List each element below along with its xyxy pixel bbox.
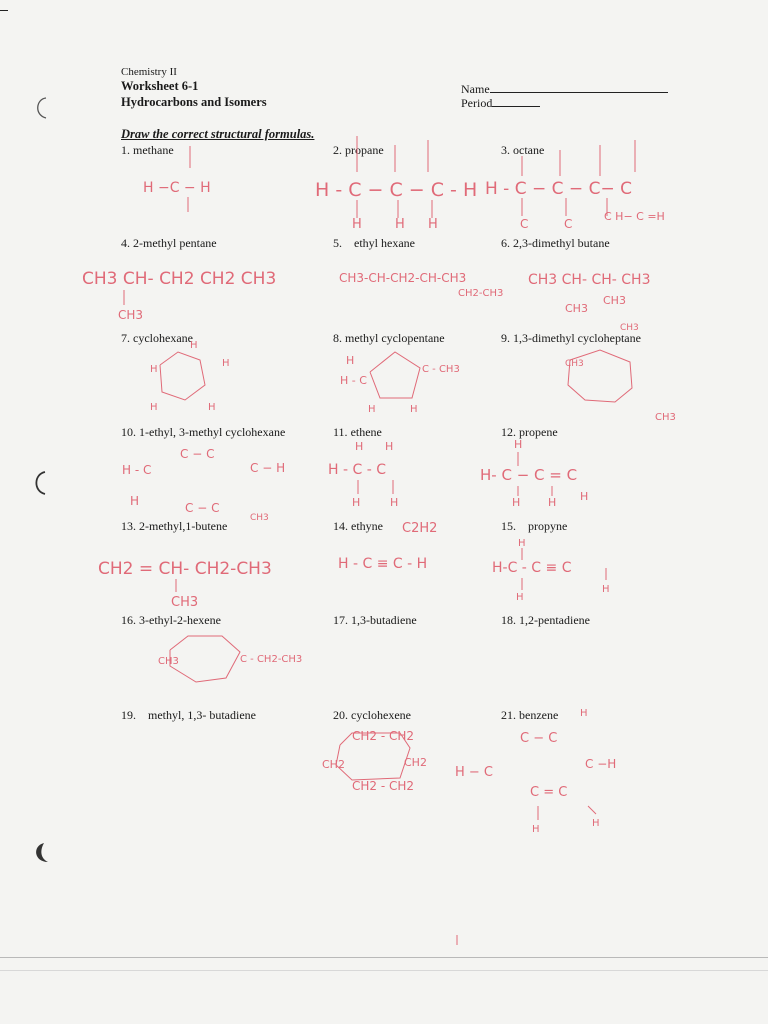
answer-7-cyclohexane: [150, 340, 230, 413]
svg-text:H: H: [410, 404, 418, 415]
svg-text:C −H: C −H: [585, 757, 617, 771]
answer-10-sketch: [122, 447, 285, 523]
answer-5: [339, 271, 503, 299]
answer-13: [98, 559, 272, 610]
answer-6: [528, 272, 650, 315]
question-number: 18.: [501, 613, 516, 627]
question-number: 9.: [501, 331, 510, 345]
svg-text:CH2: CH2: [322, 758, 345, 771]
worksheet-subtitle: Hydrocarbons and Isomers: [121, 95, 267, 109]
binder-hole-top: [30, 95, 52, 121]
answer-6-chain: CH3 CH- CH- CH3: [528, 272, 651, 288]
question-number: 2.: [333, 143, 342, 157]
svg-text:CH3: CH3: [250, 513, 269, 523]
answer-20-bottom: CH2 - CH2: [352, 779, 415, 793]
answer-4-chain: CH3 CH- CH2 CH2 CH3: [82, 269, 277, 289]
question-number: 6.: [501, 236, 510, 250]
question-label: 2,3-dimethyl butane: [513, 236, 610, 250]
name-blank[interactable]: [490, 81, 668, 93]
answer-12-propene: [480, 438, 588, 509]
question-7: [121, 331, 193, 346]
svg-text:H − C: H − C: [455, 765, 494, 780]
question-number: 20.: [333, 708, 348, 722]
svg-text:H: H: [352, 496, 361, 509]
question-number: 21.: [501, 708, 516, 722]
question-13: [121, 519, 227, 534]
binder-hole-bottom: [30, 840, 52, 866]
svg-text:H: H: [190, 340, 198, 351]
worksheet-title: Worksheet 6-1: [121, 79, 199, 93]
question-21: [501, 708, 558, 723]
question-number: 15.: [501, 519, 516, 533]
svg-text:H: H: [222, 358, 230, 369]
question-number: 5.: [333, 236, 342, 250]
question-number: 7.: [121, 331, 130, 345]
svg-text:H: H: [532, 824, 540, 835]
svg-text:C H− C =H: C H− C =H: [604, 210, 665, 223]
question-number: 16.: [121, 613, 136, 627]
question-number: 12.: [501, 425, 516, 439]
answer-21-benzene: [455, 708, 616, 835]
svg-text:C − H: C − H: [250, 461, 286, 475]
answer-20-top: CH2 - CH2: [352, 729, 415, 743]
question-number: 1.: [121, 143, 130, 157]
svg-text:CH3: CH3: [655, 412, 676, 423]
answer-16-chain: C - CH2-CH3: [240, 654, 303, 665]
svg-text:H: H: [130, 494, 140, 508]
answer-16: [158, 636, 302, 682]
svg-text:H: H: [602, 584, 610, 595]
svg-text:C = C: C = C: [530, 785, 568, 800]
question-label: 1,2-pentadiene: [519, 613, 590, 627]
question-16: [121, 613, 221, 628]
question-label: propane: [345, 143, 384, 157]
svg-text:H: H: [390, 496, 399, 509]
answer-6-branch-a: CH3: [565, 302, 588, 315]
answer-13-chain: CH2 = CH- CH2-CH3: [98, 559, 272, 579]
svg-text:H: H: [395, 217, 405, 232]
question-label: ethyl hexane: [354, 236, 415, 250]
svg-text:CH3: CH3: [620, 323, 639, 333]
svg-text:H: H: [346, 354, 355, 367]
question-label: octane: [513, 143, 545, 157]
svg-text:H −C − H: H −C − H: [143, 180, 211, 196]
question-label: 1-ethyl, 3-methyl cyclohexane: [139, 425, 286, 439]
question-label: 1,3-butadiene: [351, 613, 417, 627]
question-label: cyclohexene: [351, 708, 411, 722]
question-11: [333, 425, 382, 440]
course-title: Chemistry II: [121, 66, 177, 78]
question-6: [501, 236, 610, 251]
answer-20: [322, 729, 427, 793]
page-divider: [0, 957, 768, 958]
question-label: methane: [133, 143, 174, 157]
svg-text:H: H: [580, 708, 588, 719]
answer-15: [492, 538, 610, 603]
scan-mark: [0, 10, 8, 11]
question-8: [333, 331, 445, 346]
answer-5-chain: CH3-CH-CH2-CH-CH3: [339, 271, 467, 285]
question-number: 4.: [121, 236, 130, 250]
answer-8-methylcyclopentane: [340, 352, 460, 415]
question-number: 8.: [333, 331, 342, 345]
question-label: ethyne: [351, 519, 383, 533]
svg-text:H: H: [428, 217, 438, 232]
svg-text:H - C: H - C: [340, 374, 367, 387]
instructions: Draw the correct structural formulas.: [121, 127, 315, 141]
question-14: [333, 519, 383, 534]
page-divider-secondary: [0, 970, 768, 971]
svg-text:H: H: [352, 217, 362, 232]
answer-11-ethene: [328, 440, 398, 509]
question-label: methyl cyclopentane: [345, 331, 445, 345]
question-label: benzene: [519, 708, 559, 722]
question-label: 1,3-dimethyl cycloheptane: [513, 331, 641, 345]
svg-text:H - C − C − C - H: H - C − C − C - H: [315, 179, 478, 201]
question-3: [501, 143, 544, 158]
question-2: [333, 143, 384, 158]
question-1: [121, 143, 174, 158]
question-label: cyclohexane: [133, 331, 193, 345]
svg-text:C − C: C − C: [520, 731, 558, 746]
svg-text:H: H: [514, 438, 523, 451]
answer-14-formula: C2H2: [402, 521, 438, 536]
question-number: 19.: [121, 708, 136, 722]
answer-4: [82, 269, 276, 322]
svg-text:C: C: [564, 217, 573, 231]
svg-text:C: C: [520, 217, 529, 231]
answer-4-branch: CH3: [118, 308, 144, 322]
question-number: 11.: [333, 425, 348, 439]
question-5: [333, 236, 415, 251]
period-blank[interactable]: [492, 95, 540, 107]
svg-text:H: H: [518, 538, 526, 549]
question-label: 3-ethyl-2-hexene: [139, 613, 221, 627]
svg-text:H: H: [208, 402, 216, 413]
question-9: [501, 331, 641, 346]
period-label: Period: [461, 96, 493, 110]
question-19: [121, 708, 256, 723]
question-20: [333, 708, 411, 723]
question-number: 14.: [333, 519, 348, 533]
answer-6-branch-b: CH3: [603, 294, 626, 307]
question-4: [121, 236, 217, 251]
svg-text:H: H: [580, 490, 589, 503]
question-number: 10.: [121, 425, 136, 439]
answer-15-structure: H-C - C ≡ C: [492, 560, 572, 576]
question-label: 2-methyl pentane: [133, 236, 217, 250]
period-field[interactable]: [461, 95, 540, 111]
question-label: propyne: [528, 519, 568, 533]
binder-hole-middle: [30, 470, 52, 496]
name-label: Name: [461, 82, 490, 96]
svg-text:H - C − C − C− C: H - C − C − C− C: [485, 179, 632, 199]
svg-text:H - C: H - C: [122, 463, 152, 477]
svg-text:H: H: [548, 496, 557, 509]
svg-text:H - C - C: H - C - C: [328, 462, 386, 478]
svg-text:H- C − C = C: H- C − C = C: [480, 466, 578, 484]
svg-text:CH2: CH2: [404, 756, 427, 769]
svg-text:H: H: [516, 592, 524, 603]
question-number: 17.: [333, 613, 348, 627]
question-17: [333, 613, 417, 628]
svg-text:CH3: CH3: [158, 656, 179, 667]
svg-text:C − C: C − C: [185, 501, 220, 515]
svg-text:H: H: [512, 496, 521, 509]
question-label: 2-methyl,1-butene: [139, 519, 228, 533]
svg-text:C − C: C − C: [180, 447, 215, 461]
svg-text:H: H: [385, 440, 394, 453]
answer-5-branch: CH2-CH3: [458, 288, 504, 299]
question-label: methyl, 1,3- butadiene: [148, 708, 256, 722]
svg-text:C - CH3: C - CH3: [422, 364, 460, 375]
question-15: [501, 519, 567, 534]
svg-text:H: H: [150, 364, 158, 375]
answer-14-structure: H - C ≡ C - H: [338, 556, 428, 572]
answer-13-branch: CH3: [171, 595, 199, 610]
question-number: 13.: [121, 519, 136, 533]
svg-text:H: H: [150, 402, 158, 413]
question-label: propene: [519, 425, 558, 439]
svg-text:H: H: [368, 404, 376, 415]
svg-text:H: H: [355, 440, 364, 453]
question-10: [121, 425, 285, 440]
svg-text:CH3: CH3: [565, 359, 584, 369]
question-12: [501, 425, 558, 440]
question-18: [501, 613, 590, 628]
question-label: ethene: [350, 425, 382, 439]
question-number: 3.: [501, 143, 510, 157]
svg-text:H: H: [592, 818, 600, 829]
